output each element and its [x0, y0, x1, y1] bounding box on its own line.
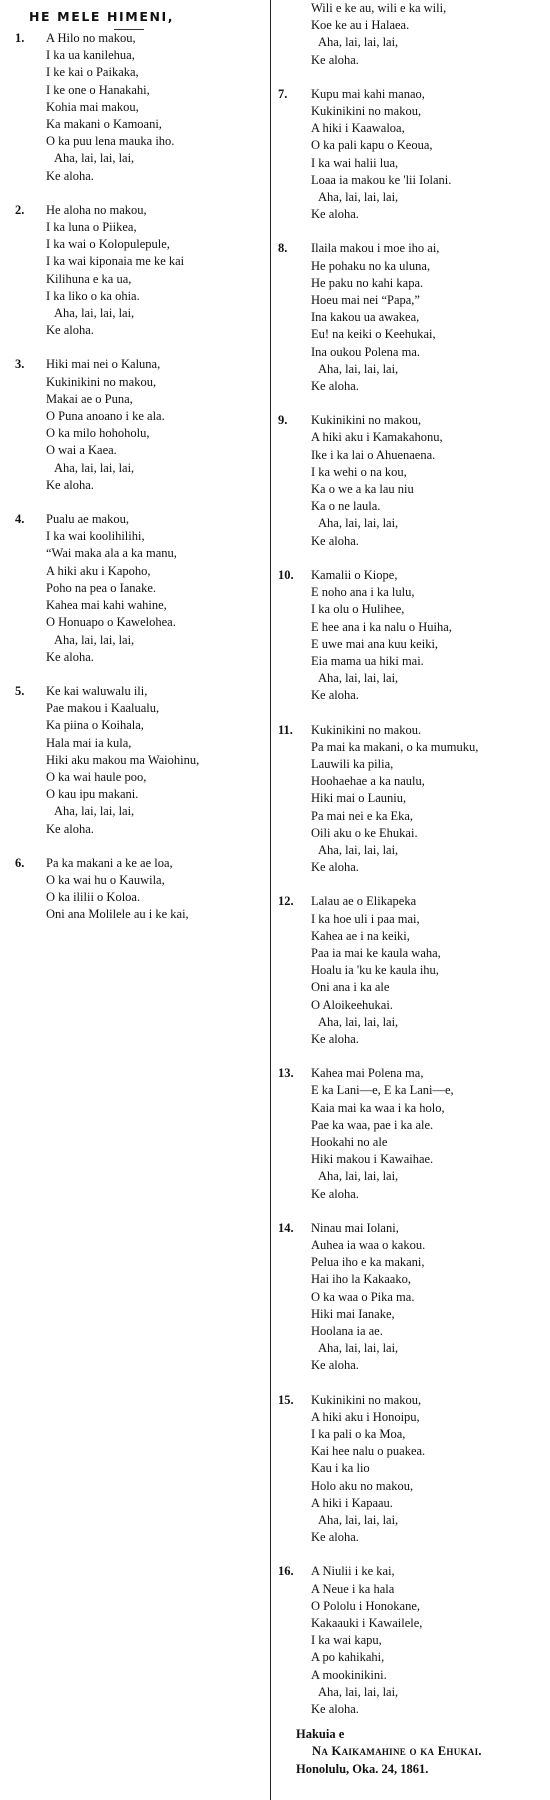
verse	[10, 511, 262, 666]
verse-gap	[10, 666, 262, 683]
verse-line: I ke kai o Paikaka,	[46, 65, 139, 80]
verse-gap	[10, 494, 262, 511]
verse-number: 12.	[278, 894, 294, 909]
right-column	[278, 0, 546, 1778]
verse-number: 13.	[278, 1066, 294, 1081]
page-title: HE MELE HIMENI,	[29, 9, 175, 24]
verse	[10, 683, 262, 838]
verse-number: 1.	[15, 31, 25, 45]
verse-line: Kakaauki i Kawailele,	[311, 1616, 423, 1631]
verse-line: Oni ana Molilele au i ke kai,	[46, 907, 189, 922]
verse-line: Pelua iho e ka makani,	[311, 1255, 425, 1270]
verse-line: Oni ana i ka ale	[311, 980, 390, 995]
verse-line: E hee ana i ka nalu o Huiha,	[311, 619, 452, 634]
verse-line: A Niulii i ke kai,	[311, 1564, 395, 1579]
verse-line: I ka wai koolihilihi,	[46, 529, 145, 544]
refrain-line: Aha, lai, lai, lai,	[318, 1513, 399, 1528]
verse-line: Paa ia mai ke kaula waha,	[311, 945, 441, 960]
verse-line: Koe ke au i Halaea.	[311, 18, 410, 33]
verse-line: Eu! na keiki o Keehukai,	[311, 327, 436, 342]
verse-line: Ke aloha.	[311, 52, 359, 67]
verse-line: Kai hee nalu o puakea.	[311, 1444, 426, 1459]
verse-line: I ka pali o ka Moa,	[311, 1427, 406, 1442]
verse-line: Hiki mai nei o Kaluna,	[46, 357, 161, 372]
verse-number: 11.	[278, 722, 293, 737]
left-column	[10, 0, 262, 924]
verse	[278, 1563, 546, 1718]
verse-line: Hoeu mai nei “Papa,”	[311, 293, 420, 308]
verse-line: Kamalii o Kiope,	[311, 567, 398, 582]
signature-authors: Na Kaikamahine o ka Ehukai.	[312, 1744, 482, 1759]
verse-line: Ke aloha.	[311, 688, 359, 703]
verse-gap	[278, 876, 546, 893]
verse-line: Auhea ia waa o kakou.	[311, 1238, 426, 1252]
verse-line: Ke aloha.	[311, 1702, 359, 1717]
verse-line: Kahea ae i na keiki,	[311, 928, 410, 943]
verse-line: I ka wai halii lua,	[311, 155, 399, 170]
verse-line: Hoalu ia 'ku ke kaula ihu,	[311, 963, 439, 978]
verse-line: Ke aloha.	[311, 1186, 359, 1201]
verse-line: Lalau ae o Elikapeka	[311, 894, 417, 909]
verse-line: E noho ana i ka lulu,	[311, 585, 415, 600]
verse-line: O Puna anoano i ke ala.	[46, 409, 165, 424]
verse-line: A hiki aku i Honoipu,	[311, 1409, 420, 1424]
refrain-line: Aha, lai, lai, lai,	[54, 151, 135, 166]
verse-line: Wili e ke au, wili e ka wili,	[311, 1, 447, 15]
verse-line: Makai ae o Puna,	[46, 391, 133, 406]
refrain-line: Aha, lai, lai, lai,	[318, 842, 399, 857]
verse-line: I ka wai kapu,	[311, 1633, 382, 1648]
verse-line: Ke aloha.	[46, 477, 94, 492]
verse-line: A mookinikini.	[311, 1667, 387, 1682]
verse-line: Ke aloha.	[46, 649, 94, 664]
refrain-line: Aha, lai, lai, lai,	[54, 306, 135, 321]
refrain-line: Aha, lai, lai, lai,	[54, 632, 135, 647]
verse-line: Poho na pea o Ianake.	[46, 580, 157, 595]
verse-line: I ka hoe uli i paa mai,	[311, 911, 420, 926]
verse-line: I ka wehi o na kou,	[311, 464, 407, 479]
verse-gap	[278, 1375, 546, 1392]
verse-line: Pa mai ka makani, o ka mumuku,	[311, 739, 479, 754]
verse-line: Ka makani o Kamoani,	[46, 117, 162, 132]
verse	[278, 1392, 546, 1547]
verse-number: 8.	[278, 241, 288, 256]
refrain-line: Aha, lai, lai, lai,	[318, 361, 399, 376]
verse-line: Ke aloha.	[311, 1358, 359, 1373]
verse-gap	[278, 1048, 546, 1065]
verse-line: O kau ipu makani.	[46, 787, 139, 802]
verse-line: O ka waa o Pika ma.	[311, 1289, 415, 1304]
verse-line: Hala mai ia kula,	[46, 735, 132, 750]
verse-line: I ka liko o ka ohia.	[46, 288, 140, 303]
verse-gap	[10, 185, 262, 202]
verse-line: Kukinikini no makou.	[311, 722, 422, 737]
verse-line: I ka ua kanilehua,	[46, 48, 135, 63]
verse-line: Ke kai waluwalu ili,	[46, 683, 148, 698]
refrain-line: Aha, lai, lai, lai,	[318, 1169, 399, 1184]
verse	[10, 202, 262, 340]
verse-number: 15.	[278, 1392, 294, 1407]
verse-line: Holo aku no makou,	[311, 1478, 414, 1493]
verse	[10, 356, 262, 494]
verse	[278, 86, 546, 224]
verse-line: I ka wai o Kolopulepule,	[46, 237, 170, 252]
refrain-line: Aha, lai, lai, lai,	[318, 1684, 399, 1699]
refrain-line: Aha, lai, lai, lai,	[54, 804, 135, 819]
verse-line: Kaia mai ka waa i ka holo,	[311, 1100, 445, 1115]
verse-line: Ke aloha.	[311, 533, 359, 548]
verse	[278, 893, 546, 1048]
verse-line: Pae ka waa, pae i ka ale.	[311, 1117, 434, 1132]
verse-line: Hiki makou i Kawaihae.	[311, 1152, 434, 1167]
verse	[278, 1065, 546, 1203]
verse	[278, 1220, 546, 1375]
verse-line: Kukinikini no makou,	[311, 104, 422, 119]
verse-line: Hai iho la Kakaako,	[311, 1272, 411, 1287]
verse-line: He aloha no makou,	[46, 202, 147, 217]
verse-line: Ke aloha.	[311, 1031, 359, 1046]
verse-line: “Wai maka ala a ka manu,	[46, 546, 177, 561]
verse-number: 7.	[278, 86, 288, 101]
verse	[278, 722, 546, 877]
verse-gap	[278, 223, 546, 240]
verse-line: O ka ililii o Koloa.	[46, 890, 141, 905]
refrain-line: Aha, lai, lai, lai,	[318, 1014, 399, 1029]
verse-line: He pohaku no ka uluna,	[311, 258, 431, 273]
verse-line: I ke one o Hanakahi,	[46, 82, 150, 97]
verse-line: O wai a Kaea.	[46, 443, 117, 458]
verse-line: Kukinikini no makou,	[311, 413, 422, 428]
verse-number: 6.	[15, 855, 25, 870]
verse-gap	[278, 550, 546, 567]
verse-line: A po kahikahi,	[311, 1650, 385, 1665]
verse-line: Kukinikini no makou,	[311, 1392, 422, 1407]
verse-line: Hiki mai Ianake,	[311, 1306, 395, 1321]
verse-line: Pa mai nei e ka Eka,	[311, 808, 414, 823]
verse-gap	[278, 1546, 546, 1563]
refrain-line: Aha, lai, lai, lai,	[318, 35, 399, 50]
verse-number: 4.	[15, 512, 25, 527]
verse-number: 2.	[15, 202, 25, 217]
verse-line: Ka o ne laula.	[311, 499, 381, 514]
verse-line: Hiki mai o Launiu,	[311, 791, 407, 806]
verse-gap	[278, 395, 546, 412]
verse-number: 9.	[278, 413, 288, 428]
refrain-line: Aha, lai, lai, lai,	[318, 1341, 399, 1356]
verse-gap	[10, 838, 262, 855]
verse-line: Pualu ae makou,	[46, 512, 129, 527]
verse-line: Ke aloha.	[46, 821, 94, 836]
verse-gap	[278, 1203, 546, 1220]
signature-block	[278, 1726, 546, 1778]
verse-line: Ke aloha.	[46, 168, 94, 183]
column-divider	[270, 0, 271, 1800]
verse-line: O ka wai haule poo,	[46, 769, 147, 784]
verse-line: Kilihuna e ka ua,	[46, 271, 132, 286]
refrain-line: Aha, lai, lai, lai,	[318, 516, 399, 531]
verse-line: O Pololu i Honokane,	[311, 1598, 421, 1613]
verse-line: E uwe mai ana kuu keiki,	[311, 636, 439, 651]
signature-composed-by: Hakuia e	[296, 1727, 345, 1742]
verse-line: Hiki aku makou ma Waiohinu,	[46, 752, 200, 767]
verse-line: Lauwili ka pilia,	[311, 756, 394, 771]
verse-line: Hookahi no ale	[311, 1134, 388, 1149]
verse-line: Kukinikini no makou,	[46, 374, 157, 389]
verse-line: O ka puu lena mauka iho.	[46, 134, 175, 149]
verse-line: I ka luna o Piikea,	[46, 220, 137, 235]
verse-line: A hiki i Kaawaloa,	[311, 121, 405, 136]
verse-line: He paku no kahi kapa.	[311, 275, 424, 290]
verse-line: A hiki aku i Kamakahonu,	[311, 430, 443, 445]
verse-gap	[278, 69, 546, 86]
verse-line: Oili aku o ke Ehukai.	[311, 825, 418, 840]
verse-line: Kupu mai kahi manao,	[311, 86, 425, 101]
verse-line: Ina oukou Polena ma.	[311, 344, 421, 359]
verse-line: Ke aloha.	[311, 207, 359, 222]
refrain-line: Aha, lai, lai, lai,	[318, 190, 399, 205]
verse	[278, 567, 546, 705]
refrain-line: Aha, lai, lai, lai,	[318, 671, 399, 686]
verse-line: A Neue i ka hala	[311, 1581, 395, 1596]
verse	[10, 30, 262, 185]
verse	[278, 412, 546, 550]
verse-line: E ka Lani—e, E ka Lani—e,	[311, 1083, 454, 1098]
verse-line: Hoolana ia ae.	[311, 1324, 383, 1339]
verse-gap	[10, 339, 262, 356]
verse	[278, 0, 546, 69]
verse-line: Ka o we a ka lau niu	[311, 482, 414, 497]
refrain-line: Aha, lai, lai, lai,	[54, 460, 135, 475]
verse-line: Ina kakou ua awakea,	[311, 310, 420, 325]
verse-line: Loaa ia makou ke 'lii Iolani.	[311, 172, 452, 187]
verse-line: O Honuapo o Kawelohea.	[46, 615, 176, 630]
verse-line: O ka wai hu o Kauwila,	[46, 872, 165, 887]
verse	[10, 855, 262, 924]
verse-line: A hiki i Kapaau.	[311, 1495, 393, 1510]
verse-line: Pa ka makani a ke ae loa,	[46, 855, 173, 870]
verse-line: Ka piina o Koihala,	[46, 718, 144, 733]
verse-number: 16.	[278, 1564, 294, 1579]
verse-line: I ka wai kiponaia me ke kai	[46, 254, 185, 269]
verse-line: Eia mama ua hiki mai.	[311, 653, 424, 668]
verse-line: O ka pali kapu o Keoua,	[311, 138, 433, 153]
verse-line: Ke aloha.	[311, 379, 359, 394]
verse-line: Ke aloha.	[311, 860, 359, 875]
verse-line: O ka milo hohoholu,	[46, 426, 150, 441]
verse-line: O Aloikeehukai.	[311, 997, 393, 1012]
verse-line: Ke aloha.	[311, 1530, 359, 1545]
verse-number: 14.	[278, 1220, 294, 1235]
verse-line: Ilaila makou i moe iho ai,	[311, 241, 440, 256]
verse-number: 3.	[15, 357, 25, 372]
verse	[278, 240, 546, 395]
verse-line: Kau i ka lio	[311, 1461, 370, 1476]
verse-line: I ka olu o Hulihee,	[311, 602, 405, 617]
signature-date: Honolulu, Oka. 24, 1861.	[296, 1761, 429, 1776]
verse-line: A hiki aku i Kapoho,	[46, 563, 151, 578]
verse-line: Kahea mai Polena ma,	[311, 1066, 424, 1081]
verse-line: Kohia mai makou,	[46, 99, 139, 114]
verse-line: Ike i ka lai o Ahuenaena.	[311, 447, 436, 462]
verse-number: 10.	[278, 567, 294, 582]
verse-line: Ke aloha.	[46, 323, 94, 338]
verse-line: Ninau mai Iolani,	[311, 1220, 399, 1235]
verse-line: Pae makou i Kaalualu,	[46, 701, 160, 716]
verse-line: A Hilo no makou,	[46, 31, 136, 45]
verse-line: Hoohaehae a ka naulu,	[311, 774, 425, 789]
verse-number: 5.	[15, 683, 25, 698]
verse-gap	[278, 705, 546, 722]
verse-line: Kahea mai kahi wahine,	[46, 598, 167, 613]
